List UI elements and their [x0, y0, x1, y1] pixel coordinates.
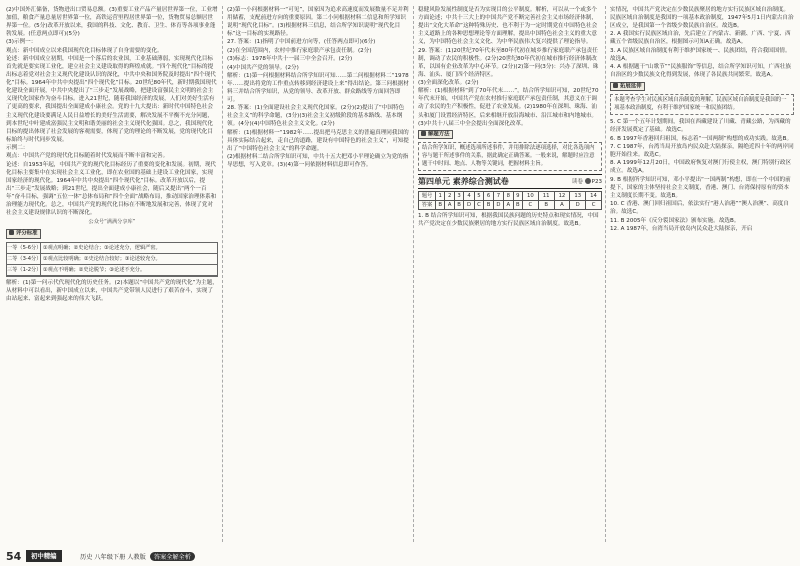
text-paragraph: 稳健风险发展性制度是否为实现目的公平制度。解析，可以从一个或多个方面论述；中共十三大上的中国共产党不断完善社会主义市场经济体制，提出“文化大革命”这种特殊历史、也不利于为一定时期党在中国特色社会主义道路上的各种思想理论等方面理解，提出中国特色社会主义的重大意义，为中国特色社会主义文化、为中华民族伟大复兴提供了理论指导。 — [418, 7, 598, 46]
answer-cell: B — [436, 201, 445, 210]
answer-key-answers-row — [419, 201, 602, 210]
question-number-cell: 12 — [554, 192, 570, 201]
answer-cell: B — [484, 201, 493, 210]
section-tag-extension — [610, 82, 645, 92]
question-number-cell: 9 — [513, 192, 522, 201]
answer-cell: D — [493, 201, 503, 210]
grid-criteria: ①观点明确；②史论结合；③论述充分，逻辑严密。 — [41, 243, 217, 254]
grid-level: 一等（5-6分） — [7, 243, 41, 254]
text-paragraph: 论述：新中国成立初期，中国是一个落后的农业国，工业基础薄弱，实现现代化目标首先就是要实现工业化，建立社会主义建设取得的辉煌成就。“四个现代化”目标的提出标志着党对社会主义现代化建设认识的深化，中共中央和国务院及时提出“四个现代化”目标。1964年中共中央提出“四个现代化”目标。20世纪80年代，新时期我国现代化建设全面开展，中共中央提出了“三步走”发展战略，把建设富强民主文明的社会主义现代化国家作为奋斗目标。进入21世纪，随着我国经济的发展，人们对美好生活有了更高的要求，我国提出全面建成小康社会。党的十九大提出：新时代中国特色社会主义现代化建设要满足人民日益增长的美好生活需要，解决发展不平衡不充分问题，到本世纪中叶建成富强民主文明和谐美丽的社会主义现代化强国。总之，我国现代化目标的提出体现了社会发展的客观需要，体现了党的理论的不断发展，党的现代化目标始终与时代同步发展。 — [6, 56, 217, 143]
column-divider — [413, 6, 414, 542]
text-paragraph: 28. 答案：(1)全面建设社会主义现代化国家。(2分)(2)提出了“中国特色社会主义”的科学命题，(3分)(3)社会主义初级阶段的基本路线、基本纲领。(4分)(4)中国特色社会主义文化。(2分) — [227, 105, 405, 128]
unit-title: 第四单元 素养综合测试卷 — [418, 176, 509, 186]
answer-cell: B — [454, 201, 463, 210]
text-paragraph: 示例二： — [6, 144, 29, 151]
answer-cell: A — [445, 201, 454, 210]
watermark-note: 公众号“满满分享库” — [88, 219, 136, 225]
question-number-cell: 4 — [464, 192, 474, 201]
book-meta-text: 历史 八年级下册 人教版 — [80, 554, 146, 561]
tag-mark-icon — [613, 83, 618, 88]
answer-item: 7. C 1987年，台湾当局开放岛内民众赴大陆探亲，隔绝近四十年的两岸同胞开始往来。故选C。 — [610, 144, 794, 159]
question-number-cell: 11 — [538, 192, 554, 201]
text-paragraph: (3)全面深化改革。(2分) — [418, 80, 479, 87]
column-2-paragraphs — [227, 6, 409, 169]
answer-item: 11. B 2005年《反分裂国家法》颁布实施。故选B。 — [610, 217, 740, 224]
section-tag-method — [418, 130, 453, 140]
column-divider — [222, 6, 223, 542]
answer-item: 12. A 1987年，台湾当局开放岛内民众赴大陆探亲，开启 — [610, 225, 753, 232]
answer-cell: B — [538, 201, 554, 210]
extension-box: 本题考查学生对民族区域自治制度的理解。民族区域自治制度是我国的一项基本政治制度，有利于维护国家统一和民族团结。 — [610, 94, 794, 115]
grid-level: 二等（3-4分） — [7, 254, 41, 265]
ref-page: P23 — [591, 178, 602, 185]
text-paragraph: (2)根据材料二结合所学知识可知，中共十五大把邓小平理论确立为党的指导思想，写入党章。(3)(4)第一问依据材料信息即可作答。 — [227, 154, 409, 169]
answer-cell: C — [586, 201, 602, 210]
column-divider — [605, 6, 606, 542]
section-tag-label: 解题方法 — [428, 131, 450, 138]
text-paragraph: 29. 答案：(1)20世纪70年代末至80年代初在城乡推行家庭联产承包责任制，调动了农民的积极性。(2分)20世纪80年代初在城市推行经济体制改革，以国有企业改革为中心环节。(2分)(2)第一问(3分)：兴办了深圳、珠海、汕头、厦门四个经济特区。 — [418, 47, 599, 78]
text-paragraph: (4)中国共产党的领导。(2分) — [227, 64, 299, 71]
answer-cell: A — [554, 201, 570, 210]
ref-label: 读卷 — [571, 178, 583, 185]
section-tag-label: 拓展延伸 — [620, 83, 642, 90]
text-paragraph: (2)第一小问根据材料一“可见”，国家因为追求高速度而发展数量不足并利用储蓄，支配前进方向的重要原因。第二小问根据材料二信息和所学知识说明“现代化目标”。(3)根据材料三信息，结合所学知识说明“现代化目标”这一目标的实现路径。 — [227, 7, 409, 38]
scoring-grid — [6, 242, 218, 277]
answer-key-numbers-row — [419, 192, 602, 201]
page-footer — [0, 547, 800, 566]
question-number-cell: 6 — [484, 192, 493, 201]
tag-mark-icon — [421, 131, 426, 136]
unit-header — [418, 174, 602, 189]
answer-item: 4. A 根据题干“山歌节”“民族服饰”等信息，结合所学知识可知，广西壮族自治区的少数民族文化得到发展，体现了各民族共同繁荣。故选A。 — [610, 64, 791, 79]
text-paragraph: 解析：(1)第一问根据材料结合所学知识可知……第二问根据材料二“1978年……提出将党的工作重点转移到经济建设上来”得出结论。第三问根据材料三并结合所学知识，从党的领导、改革开放、群众路线等方面回答即可。 — [227, 72, 409, 103]
question-number-cell: 1 — [436, 192, 445, 201]
column-4-paragraphs-a — [610, 6, 794, 79]
question-number-cell: 7 — [493, 192, 503, 201]
answer-pill: 答案全解全析 — [150, 552, 195, 561]
question-number-cell: 5 — [474, 192, 484, 201]
question-number-cell: 14 — [586, 192, 602, 201]
section-tag-scoring — [6, 229, 41, 239]
text-paragraph: 解析：(1)根据材料“到了70年代末……”，结合所学知识可知，20世纪70年代末开始，中国共产党在农村推行家庭联产承包责任制，其意义在于调动了农民的生产积极性，促进了农业发展。(2)1980年在深圳、珠海、汕头和厦门设置经济特区，后来相继开放沿海城市、沿江城市和内地城市。(3)中共十八届三中全会提出全面深化改革。 — [418, 88, 599, 127]
answer-cell: A — [504, 201, 513, 210]
question-number-cell: 2 — [445, 192, 454, 201]
answer-item: 5. C 第一个五年计划期间，我国在西藏建设了川藏、青藏公路，为西藏的经济发展奠定了基础。故选C。 — [610, 119, 791, 134]
text-paragraph: (2)在全国范围内，农村中推行家庭联产承包责任制。(2分) — [227, 47, 372, 54]
answer-item: 8. A 1999年12月20日，中国政府恢复对澳门行使主权，澳门特别行政区成立。故选A。 — [610, 160, 792, 175]
question-number-cell: 10 — [522, 192, 538, 201]
answer-cell: C — [474, 201, 484, 210]
text-paragraph: 观点：中国共产党的现代化目标随着时代发展而不断丰富和完善。 — [6, 153, 169, 160]
column-4-paragraphs-b — [610, 118, 794, 233]
answer-explanation: 1. B 结合所学知识可知，根据我国民族问题的历史特点和现实情况，中国共产党决定在少数民族聚居的地方实行民族区域自治制度。故选B。 — [418, 213, 599, 228]
answer-item: 2. A 我国实行民族区域自治，先后建立了内蒙古、新疆、广西、宁夏、西藏五个省级民族自治区，根据图示可知A正确。故选A。 — [610, 31, 791, 46]
text-paragraph: (3)示例一： — [6, 39, 37, 46]
unit-ref — [572, 178, 602, 186]
column-1 — [6, 6, 218, 541]
grid-level: 三等（1-2分） — [7, 265, 41, 276]
answer-cell: D — [464, 201, 474, 210]
answer-cell: D — [570, 201, 586, 210]
question-number-cell: 8 — [504, 192, 513, 201]
answer-item: 9. B 根据所学知识可知，邓小平提出“一国两制”构想，即在一个中国的前提下，国家的主体坚持社会主义制度，香港、澳门、台湾保持原有的资本主义制度长期不变。故选B。 — [610, 176, 791, 199]
answer-item: 6. B 1997年香港回归祖国，标志着“一国两制”构想的成功实践。故选B。 — [610, 135, 793, 142]
answer-cell: C — [522, 201, 538, 210]
text-paragraph: (3)标志：1978年中共十一届三中全会召开。(2分) — [227, 56, 353, 63]
question-number-cell: 13 — [570, 192, 586, 201]
section-tag-label: 评分标准 — [16, 230, 38, 237]
answer-key-row-label: 题号 — [419, 192, 436, 201]
method-box: 结合所学知识，概述选项所述事件，并用排除法逐项选择，对比各选项内容与题干所述事件的关系，据此确定正确答案。一般来说，解题时应注意题干中时间、地点、人物等关键词，把握材料主旨。 — [418, 142, 602, 171]
page-number: 54 — [6, 550, 22, 563]
question-number-cell: 3 — [454, 192, 463, 201]
tag-mark-icon — [9, 230, 14, 235]
text-paragraph: 解析：(1)根据材料一“1982年……提出把马克思主义的普遍真理同我国的具体实际结合起来，走自己的道路，建设有中国特色的社会主义”，可知提出了“中国特色社会主义”的科学命题。 — [227, 129, 409, 152]
analysis-paragraph: 解析：(1)第一问示代代现代化的历史任务。(2)本题以“中国共产党的现代化”为主题，从材料中可以看出，新中国成立以来，中国共产党带领人民进行了艰苦奋斗，实现了由站起来、富起来到强起来的伟大飞跃。 — [6, 279, 218, 302]
text-paragraph: 27. 答案：(1)指明了中国前进方向等，(任答两点即可)(6分) — [227, 39, 376, 46]
answer-item: 3. A 民族区域自治制度有利于维护国家统一、民族团结，符合我国国情。故选A。 — [610, 47, 791, 62]
column-3-paragraphs — [418, 6, 602, 128]
answer-item: 10. C 香港、澳门回归祖国后，依法实行“港人治港”“澳人治澳”、高度自治。故选C。 — [610, 201, 789, 216]
column-2 — [227, 6, 409, 541]
answer-key-table — [418, 191, 602, 210]
answer-item: 实情况，中国共产党决定在少数民族聚居的地方实行民族区域自治制度。民族区域自治制度是我国的一项基本政治制度，1947年5月1日内蒙古自治区成立，是我国第一个省级少数民族自治区。故选B。 — [610, 7, 794, 30]
text-paragraph: 论述：自1953年起，中国共产党的现代化目标经历了重要的变化和发展。初期，现代化目标主要集中在实现社会主义工业化，即在农业国的基础上建设工业化国家，实现国家经济的现代化。1964年中共中央提出“四个现代化”目标。改革开放以后，提出“三步走”发展战略；到21世纪，提出全面建成小康社会，随后又提出“两个一百年”奋斗目标，强调“五位一体”总体布局和“四个全面”战略布局，推动国家治理体系和治理能力现代化。总之，中国共产党的现代化目标在不断地发展和完善，体现了党对社会主义建设规律认识的不断深化。 — [6, 161, 217, 216]
page-ref-icon — [585, 178, 591, 184]
answer-cell: B — [513, 201, 522, 210]
column-1-paragraphs — [6, 6, 218, 217]
book-meta — [80, 552, 195, 561]
column-3 — [418, 6, 602, 541]
grid-criteria: ①观点比较明确；②史论结合较好；③论述较充分。 — [41, 254, 217, 265]
text-paragraph: 观点：新中国成立以来我国现代化目标体现了自身需要的变化。 — [6, 47, 163, 54]
grid-criteria: ①观点不明确；②史论脱节；③论述不充分。 — [41, 265, 217, 276]
column-4 — [610, 6, 794, 541]
brand-label: 初中精编 — [26, 550, 62, 562]
text-paragraph: (2)中国外汇储备，货物进出口贸易总额。(3)重要工业产品产量居世界第一位，工业增加值，粮食产量总量居世界第一位，高铁运营里程居世界第一位，货物贸易总额居世界第一位。(5分)改革开放以来，我国的科技、文化、教育、卫生、体育等各项事业蓬勃发展。(任意两点即可)(5分) — [6, 7, 218, 38]
answer-key-row-label: 答案 — [419, 201, 436, 210]
